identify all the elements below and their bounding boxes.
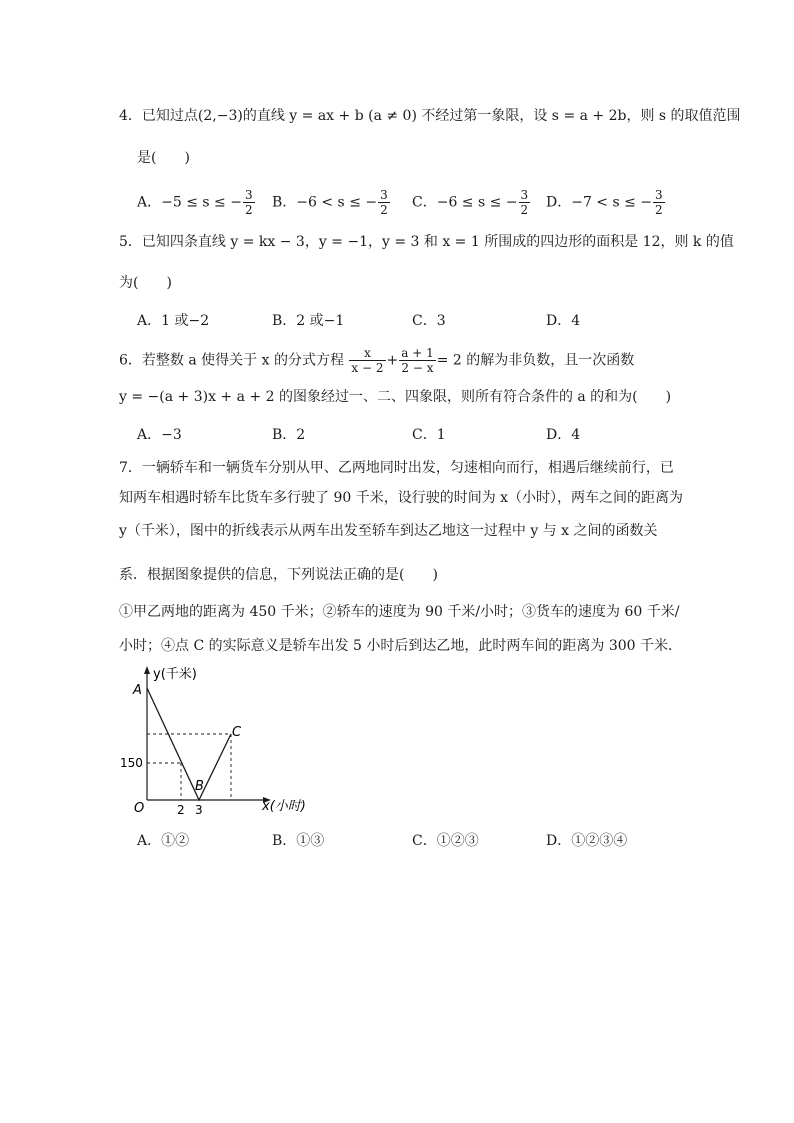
q4-stem-line1: 4．已知过点(2,−3)的直线 y = ax + b (a ≠ 0) 不经过第一象限，设 s = a + 2b，则 s 的取值范围 (119, 108, 741, 124)
q5-option-d[interactable]: D．4 (546, 313, 581, 329)
q6-option-d[interactable]: D．4 (546, 427, 581, 443)
point-a-label: A (133, 683, 142, 698)
y-axis-arrow (144, 666, 150, 674)
q4-option-d[interactable] (546, 188, 666, 217)
fraction: $\frac{3}{2}$ (655, 188, 663, 217)
q4-option-b[interactable] (272, 188, 391, 217)
q6-stem-text-a: 6．若整数 a 使得关于 x 的分式方程 (119, 352, 344, 369)
q7-option-b[interactable]: B．①③ (272, 833, 325, 849)
x-tick-3: 3 (195, 803, 203, 817)
q4-option-c[interactable] (412, 188, 531, 217)
q7-stem-line2: 知两车相遇时轿车比货车多行驶了 90 千米，设行驶的时间为 x（小时），两车之间的距离为 (119, 490, 684, 506)
q6-option-b[interactable]: B．2 (272, 427, 306, 443)
fraction: $\frac{a + 1}{2 - x}$ (401, 346, 434, 375)
q6-stem-line2: y = −(a + 3)x + a + 2 的图象经过一、二、四象限，则所有符合条件的 a 的和为( ) (119, 389, 672, 405)
q4-option-a-text: A．−5 ≤ s ≤ − (137, 194, 242, 211)
y-tick-150: 150 (120, 756, 143, 770)
x-axis-label: x(小时) (262, 799, 306, 814)
distance-polyline (147, 688, 231, 800)
fraction: $\frac{3}{2}$ (380, 188, 388, 217)
q4-option-d-text: D．−7 < s ≤ − (546, 194, 653, 211)
q7-statements-line1: ①甲乙两地的距离为 450 千米；②轿车的速度为 90 千米/小时；③货车的速度为 60 千米/ (119, 604, 680, 620)
plus-sign: + (386, 352, 399, 369)
q6-option-a[interactable]: A．−3 (137, 427, 182, 443)
q6-stem-line1 (119, 346, 634, 375)
point-b-label: B (195, 779, 204, 794)
q6-stem-text-b: = 2 的解为非负数，且一次函数 (436, 352, 635, 369)
fraction: $\frac{3}{2}$ (520, 188, 529, 217)
q7-option-c[interactable]: C．①②③ (412, 833, 479, 849)
q7-option-d[interactable]: D．①②③④ (546, 833, 628, 849)
q7-stem-line1: 7．一辆轿车和一辆货车分别从甲、乙两地同时出发，匀速相向而行，相遇后继续前行，已 (119, 460, 674, 476)
q7-option-a[interactable]: A．①② (137, 833, 190, 849)
q5-option-c[interactable]: C．3 (412, 313, 446, 329)
fraction: $\frac{x}{x - 2}$ (351, 346, 384, 375)
q4-option-b-text: B．−6 < s ≤ − (272, 194, 378, 211)
fraction: $\frac{3}{2}$ (244, 188, 253, 217)
point-c-label: C (232, 725, 242, 740)
q5-stem-line2: 为( ) (119, 275, 172, 291)
q5-option-a[interactable]: A．1 或−2 (137, 313, 210, 329)
q5-stem-line1: 5．已知四条直线 y = kx − 3，y = −1，y = 3 和 x = 1 所围成的四边形的面积是 12，则 k 的值 (119, 234, 734, 250)
distance-time-graph (115, 660, 335, 820)
y-axis-label: y(千米) (153, 667, 197, 682)
q7-stem-line4: 系．根据图象提供的信息，下列说法正确的是( ) (119, 567, 438, 583)
x-tick-2: 2 (177, 803, 185, 817)
q6-option-c[interactable]: C．1 (412, 427, 446, 443)
origin-label: O (134, 801, 145, 816)
q7-statements-line2: 小时；④点 C 的实际意义是轿车出发 5 小时后到达乙地，此时两车间的距离为 300 千米． (119, 638, 683, 654)
q5-option-b[interactable]: B．2 或−1 (272, 313, 345, 329)
q4-stem-line2: 是( ) (137, 150, 190, 166)
q4-option-a[interactable] (137, 188, 256, 217)
q7-stem-line3: y（千米），图中的折线表示从两车出发至轿车到达乙地这一过程中 y 与 x 之间的函数关 (119, 523, 658, 539)
q4-option-c-text: C．−6 ≤ s ≤ − (412, 194, 518, 211)
